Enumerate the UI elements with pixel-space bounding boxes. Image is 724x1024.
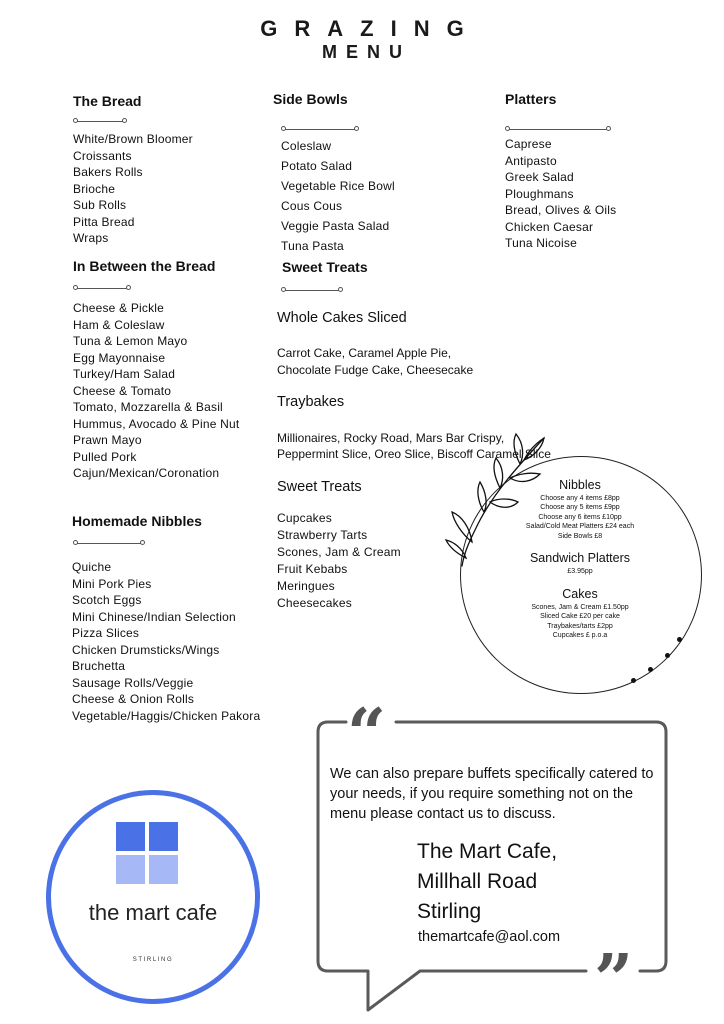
heading-sweet-treats: Sweet Treats <box>282 259 368 275</box>
list-item: Cheese & Pickle <box>73 301 165 315</box>
list-item: Coleslaw <box>281 139 332 153</box>
close-quote-icon: ” <box>594 940 634 1020</box>
list-item: Egg Mayonnaise <box>73 350 166 365</box>
price-cakes-line: Scones, Jam & Cream £1.50pp <box>531 604 629 611</box>
contact-email: themartcafe@aol.com <box>418 929 561 945</box>
list-item: Quiche <box>72 560 112 574</box>
address-line-3: Stirling <box>417 900 482 923</box>
list-item: Pizza Slices <box>72 626 140 640</box>
list-item: Antipasto <box>505 153 557 168</box>
list-item: Strawberry Tarts <box>277 528 368 542</box>
address-line-1: The Mart Cafe, <box>417 840 558 863</box>
divider-between <box>73 284 131 292</box>
price-cakes-line: Sliced Cake £20 per cake <box>540 613 620 621</box>
bread-list <box>73 131 193 247</box>
list-item: Vegetable Rice Bowl <box>281 179 395 193</box>
list-item: Scotch Eggs <box>72 593 142 607</box>
list-item: Prawn Mayo <box>73 433 142 447</box>
decor-dot <box>648 667 653 672</box>
logo-name: the mart cafe <box>88 900 218 925</box>
decor-dot <box>677 637 682 642</box>
list-item: Potato Salad <box>281 159 353 173</box>
list-item: Vegetable/Haggis/Chicken Pakora <box>72 708 261 723</box>
list-item: Cupcakes <box>277 511 332 525</box>
list-item: Ploughmans <box>505 186 574 201</box>
list-item: Sub Rolls <box>73 198 127 212</box>
list-item: Bread, Olives & Oils <box>505 203 617 217</box>
menu-title-menu: MENU <box>322 42 411 62</box>
traybakes-line-2: Peppermint Slice, Oreo Slice, Biscoff Caramel Slice <box>277 447 551 461</box>
list-item: Sausage Rolls/Veggie <box>72 675 194 690</box>
decor-dot <box>665 653 670 658</box>
list-item: Cajun/Mexican/Coronation <box>73 466 220 480</box>
nibbles-list <box>72 559 260 724</box>
list-item: Bakers Rolls <box>73 165 143 179</box>
list-item: Mini Pork Pies <box>72 576 152 591</box>
list-item: Cheesecakes <box>277 596 352 610</box>
subheading-sweet-treats-list: Sweet Treats <box>277 479 362 495</box>
list-item: Scones, Jam & Cream <box>277 545 401 559</box>
divider-platters <box>505 125 611 133</box>
heading-side-bowls: Side Bowls <box>273 91 348 107</box>
list-item: Hummus, Avocado & Pine Nut <box>73 416 240 431</box>
between-list <box>73 300 239 482</box>
menu-title-grazing: GRAZING <box>260 16 481 41</box>
list-item: Tuna & Lemon Mayo <box>73 334 188 348</box>
divider-sweet-treats <box>281 286 343 294</box>
heading-in-between-the-bread: In Between the Bread <box>73 258 216 274</box>
subheading-traybakes: Traybakes <box>277 394 345 410</box>
list-item: Bruchetta <box>72 659 126 673</box>
logo-tile <box>149 855 178 884</box>
list-item: Meringues <box>277 579 335 593</box>
list-item: Fruit Kebabs <box>277 562 348 576</box>
traybakes-line-1: Millionaires, Rocky Road, Mars Bar Crispy, <box>277 431 505 445</box>
list-item: Cheese & Tomato <box>73 383 172 398</box>
heading-the-bread: The Bread <box>73 93 142 109</box>
list-item: Greek Salad <box>505 170 574 184</box>
price-sandwich-title: Sandwich Platters <box>529 551 631 565</box>
address-line-2: Millhall Road <box>417 870 538 893</box>
list-item: Pulled Pork <box>73 449 137 464</box>
price-nibbles-line: Choose any 6 items £10pp <box>538 513 622 521</box>
platters-list <box>505 136 616 252</box>
price-cakes-line: Traybakes/tarts £2pp <box>547 622 613 630</box>
list-item: Croissants <box>73 148 132 163</box>
price-nibbles-line: Choose any 4 items £8pp <box>540 495 620 502</box>
price-nibbles-line: Choose any 5 items £9pp <box>540 504 620 512</box>
heading-homemade-nibbles: Homemade Nibbles <box>72 513 202 529</box>
logo-tile <box>116 822 145 851</box>
logo-subtitle: STIRLING <box>132 957 174 963</box>
list-item: Caprese <box>505 137 552 151</box>
list-item: Tuna Pasta <box>281 239 344 253</box>
logo-tile <box>116 855 145 884</box>
whole-cakes-line-1: Carrot Cake, Caramel Apple Pie, <box>277 346 452 360</box>
divider-bread <box>73 117 127 125</box>
subheading-whole-cakes: Whole Cakes Sliced <box>277 310 407 326</box>
side-bowls-list <box>281 136 395 256</box>
list-item: Cous Cous <box>281 199 343 213</box>
list-item: Mini Chinese/Indian Selection <box>72 609 236 624</box>
list-item: Brioche <box>73 181 116 196</box>
sweet-treats-list <box>277 510 401 612</box>
whole-cakes-line-2: Chocolate Fudge Cake, Cheesecake <box>277 363 474 377</box>
list-item: Chicken Caesar <box>505 219 594 234</box>
list-item: Tomato, Mozzarella & Basil <box>73 400 223 414</box>
list-item: Turkey/Ham Salad <box>73 367 176 381</box>
logo-tile <box>149 822 178 851</box>
open-quote-icon: “ <box>347 694 387 774</box>
price-cakes-title: Cakes <box>562 587 598 601</box>
list-item: Wraps <box>73 231 109 245</box>
decor-dot <box>631 678 636 683</box>
list-item: Veggie Pasta Salad <box>281 219 390 233</box>
heading-platters: Platters <box>505 91 557 107</box>
divider-side-bowls <box>281 125 359 133</box>
list-item: Ham & Coleslaw <box>73 317 165 332</box>
divider-nibbles <box>73 539 145 547</box>
list-item: Chicken Drumsticks/Wings <box>72 642 220 657</box>
list-item: Pitta Bread <box>73 214 135 229</box>
price-nibbles-line: Side Bowls £8 <box>557 532 603 540</box>
bubble-message: We can also prepare buffets specifically catered to your needs, if you require something not on the menu please contact us to discuss. <box>330 766 654 822</box>
list-item: White/Brown Bloomer <box>73 132 193 146</box>
price-sandwich-value: £3.95pp <box>567 568 593 575</box>
list-item: Tuna Nicoise <box>505 236 577 250</box>
price-nibbles-line: Salad/Cold Meat Platters £24 each <box>525 523 635 531</box>
price-cakes-line: Cupcakes £ p.o.a <box>552 632 608 640</box>
price-nibbles-title: Nibbles <box>559 478 601 492</box>
list-item: Cheese & Onion Rolls <box>72 692 195 706</box>
